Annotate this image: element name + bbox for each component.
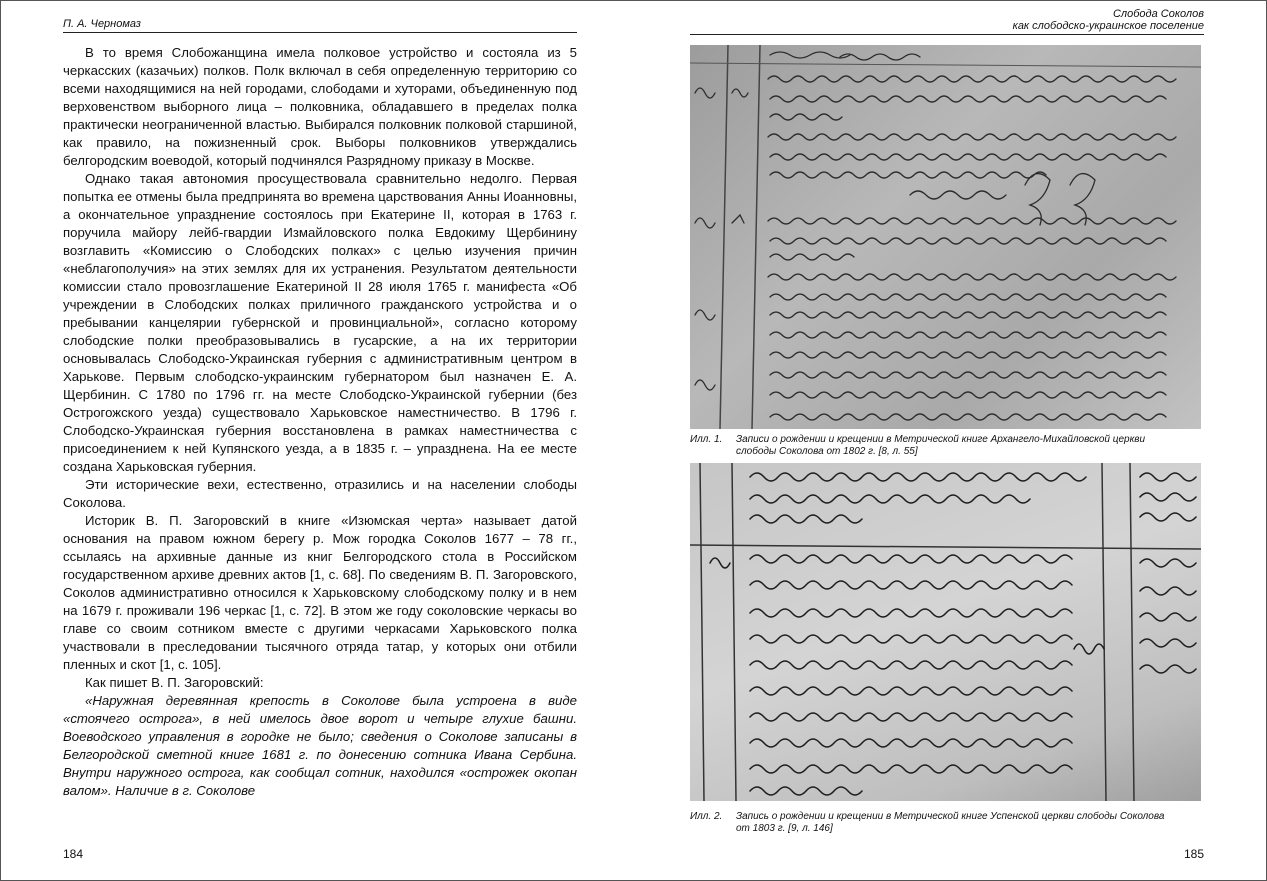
paragraph: В то время Слобожанщина имела полковое устройство и состояла из 5 черкасских (казачьих) полков. Полк включал в себя определенную территорию со всеми находящимися на ней городами, слободами и хуторами, объединенную под верховенством выборного лица – полковника, обладавшего в пределах полка практически неограниченной властью. Выбирался полковник полковой старшиной, как правило, на пожизненный срок. Выборы полковников утверждались белгородским воеводой, который подчинялся Разрядному приказу в Москве. (63, 45, 577, 168)
manuscript-photo-1 (690, 45, 1201, 429)
right-page (634, 1, 1266, 880)
figure-label: Илл. 1. (690, 434, 723, 445)
figure-caption-text: Запись о рождении и крещении в Метрической книге Успенской церкви слободы Соколова от 1803 г. [9, л. 146] (736, 811, 1165, 834)
left-page (1, 1, 633, 880)
running-header-left: П. А. Черномаз (63, 18, 577, 33)
manuscript-photo-2 (690, 463, 1201, 801)
left-body-text (63, 44, 577, 800)
page-number-right: 185 (1183, 847, 1204, 861)
manuscript-image-2 (690, 463, 1201, 801)
paragraph: Историк В. П. Загоровский в книге «Изюмская черта» называет датой основания на правом южном берегу р. Мож городка Соколов 1677 – 78 гг., ссылаясь на архивные данные из книг Белгородского стола в Российском государственном архиве древних актов [1, с. 68]. По сведениям В. П. Загоровского, Соколов административно относился к Харьковскому слободскому полку и в нем на 1679 г. проживали 196 черкас [1, с. 72]. В этом же году соколовские черкасы во главе со своим сотником вместе с другими черкасами Харьковского полка участвовали в преследовании тысячного отряда татар, у которых они отбили пленных и скот [1, с. 105]. (63, 513, 577, 672)
paragraph: Эти исторические вехи, естественно, отразились и на населении слободы Соколова. (63, 477, 577, 510)
running-header-right (690, 8, 1204, 35)
manuscript-image-1 (690, 45, 1201, 429)
page-number-left: 184 (63, 847, 84, 861)
quotation: «Наружная деревянная крепость в Соколове была устроена в виде «стоячего острога», в ней имелось двое ворот и четыре глухие башни. Воеводского управления в городке не было; сведения о Соколове записаны в Белгородской сметной книге 1681 г. по донесению сотника Ивана Сербина. Внутри наружного острога, как сообщал сотник, находился «острожек окопан валом». Наличие в г. Соколове (63, 693, 577, 798)
paragraph: Как пишет В. П. Загоровский: (85, 675, 264, 690)
paragraph: Однако такая автономия просуществовала сравнительно недолго. Первая попытка ее отмены была предпринята во времена царствования Анны Иоанновны, а окончательное упразднение состоялось при Екатерине II, которая в 1763 г. поручила майору лейб-гвардии Измайловского полка Евдокиму Щербинину возглавить «Комиссию о Слободских полках» с целью изучения причин «неблагополучия» на этих землях для их устранения. Результатом деятельности комиссии стало провозглашение Екатериной II 28 июля 1765 г. манифеста «Об учреждении в Слободских полках приличного гражданского устройства и о пребывании канцелярии губернской и провинциальной», согласно которому слободские полки преобразовывались в гусарские, а на их территории основывалась Слободско-Украинская губерния с административным центром в Харькове. Первым слободско-украинским губернатором был назначен Е. А. Щербинин. С 1780 по 1796 гг. на месте Слободско-Украинской губернии (без Острогожского уезда) существовало Харьковское наместничество. В 1796 г. Слободско-Украинская губерния восстановлена в рамках наместничества с присоединением к ней Купянского уезда, а в 1835 г. – упразднена. На ее месте создана Харьковская губерния. (63, 171, 577, 474)
figure-label: Илл. 2. (690, 811, 723, 822)
header-subtitle: как слободско-украинское поселение (1012, 20, 1204, 32)
header-title: Слобода Соколов (1112, 8, 1204, 20)
figure-caption-text: Записи о рождении и крещении в Метрической книге Архангело-Михайловской церкви слободы Соколова от 1802 г. [8, л. 55] (736, 434, 1146, 457)
